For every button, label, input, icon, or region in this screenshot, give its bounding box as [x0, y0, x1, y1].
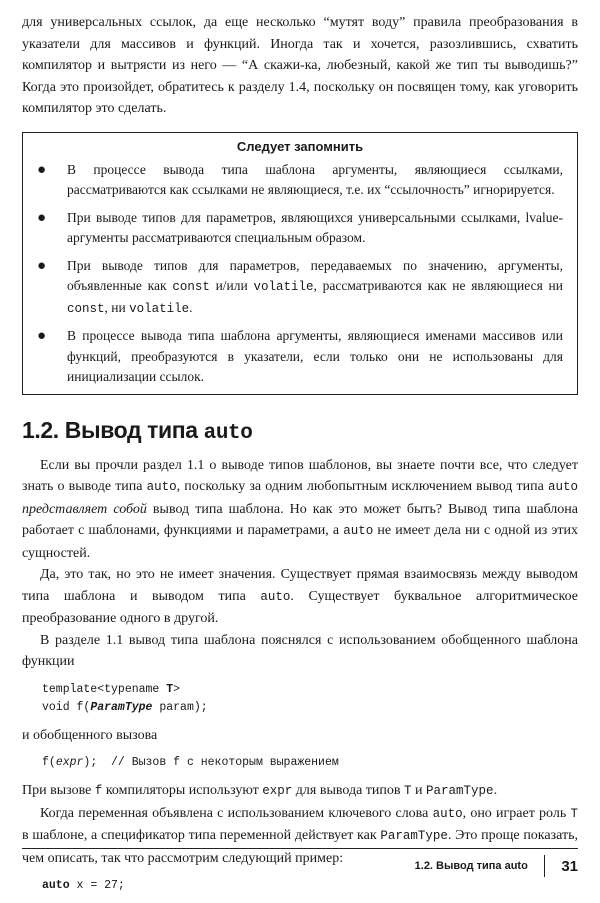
code-block: template<typename T> void f(ParamType param); [42, 682, 208, 714]
inline-code: auto [343, 524, 374, 538]
inline-code: T [570, 806, 578, 821]
inline-code: auto [432, 806, 463, 821]
bullet-icon: ● [37, 328, 47, 344]
paragraph: и обобщенного вызова [22, 727, 158, 743]
remember-box [22, 132, 578, 395]
code-block: f(expr); // Вызов f с некоторым выражением [42, 756, 339, 769]
bullet-icon: ● [37, 257, 47, 274]
running-footer-title: 1.2. Вывод типа auto [414, 860, 528, 872]
inline-code: volatile [253, 280, 314, 294]
inline-code: f [94, 784, 103, 798]
bullet-icon: ● [37, 209, 47, 226]
inline-code: expr [262, 784, 293, 798]
inline-code: auto [260, 589, 291, 604]
code-block: auto x = 27; [42, 879, 125, 892]
inline-code: volatile [129, 301, 190, 316]
emphasis: представляет собой [22, 501, 147, 517]
list-item: ● В процессе вывода типа шаблона аргументы, являющиеся ссылками, рассматриваются как ссылками не являющиеся, т.е. их “ссылочность” игнорируется. [37, 161, 563, 197]
inline-code: ParamType [380, 829, 448, 843]
list-item: ● В процессе вывода типа шаблона аргументы, являющиеся именами массивов или функций, преобразуются в указатели, если только они не использованы для инициализации ссылок. [37, 328, 563, 384]
page-content [22, 12, 578, 903]
inline-code: auto [547, 480, 578, 494]
footer-divider [544, 855, 546, 877]
remember-box-title: Следует запомнить [236, 138, 364, 154]
inline-code: ParamType [426, 784, 494, 798]
intro-paragraph: для универсальных ссылок, да еще несколько “мутят воду” правила преобразования в указатели для массивов и функций. Иногда так и хочется, разозлившись, схватить компилятор и вытрясти из него — “А скажи-ка, любезный, какой же тип ты выводишь?” Когда это произойдет, обратитесь к разделу 1.4, поскольку он посвящен тому, как уговорить компилятор это сделать. [22, 15, 578, 116]
paragraph: Если вы прочли раздел 1.1 о выводе типов шаблонов, вы знаете почти все, что следует знать о выводе типа auto, поскольку за одним любопытным исключением вывод типа auto представляет собой вывод типа шаблона. Но как это может быть? Вывод типа шаблона работает с шаблонами, функциями и параметрами, а auto не имеет дела ни с одной из этих сущностей. [22, 457, 578, 561]
list-item: ● При выводе типов для параметров, передаваемых по значению, аргументы, объявленные как const и/или volatile, рассматриваются как не являющиеся ни const, ни volatile. [37, 257, 563, 316]
inline-code: auto [146, 480, 177, 494]
list-item: ● При выводе типов для параметров, являющихся универсальными ссылками, lvalue-аргументы рассматриваются специальным образом. [37, 209, 563, 245]
paragraph: В разделе 1.1 вывод типа шаблона пояснялся с использованием обобщенного шаблона функции [22, 632, 578, 669]
bullet-icon: ● [37, 161, 47, 178]
paragraph: Когда переменная объявлена с использованием ключевого слова auto, оно играет роль T в шаблоне, а спецификатор типа переменной действует как ParamType. Это проще показать, чем описать, так что рассмотрим следующий пример: [22, 805, 578, 866]
page-number: 31 [561, 857, 578, 875]
inline-code: T [404, 784, 412, 798]
remember-list [37, 160, 563, 388]
page-footer [415, 855, 578, 877]
paragraph: Да, это так, но это не имеет значения. Существует прямая взаимосвязь между выводом типа шаблона и выводом типа auto. Существует буквальное алгоритмическое преобразование одного в другой. [22, 567, 578, 626]
inline-code: const [67, 301, 105, 316]
inline-code: const [172, 280, 210, 294]
paragraph: При вызове f компиляторы используют expr для вывода типов T и ParamType. [22, 783, 498, 798]
section-heading: 1.2. Вывод типа auto [22, 416, 253, 445]
footer-rule [22, 848, 578, 849]
